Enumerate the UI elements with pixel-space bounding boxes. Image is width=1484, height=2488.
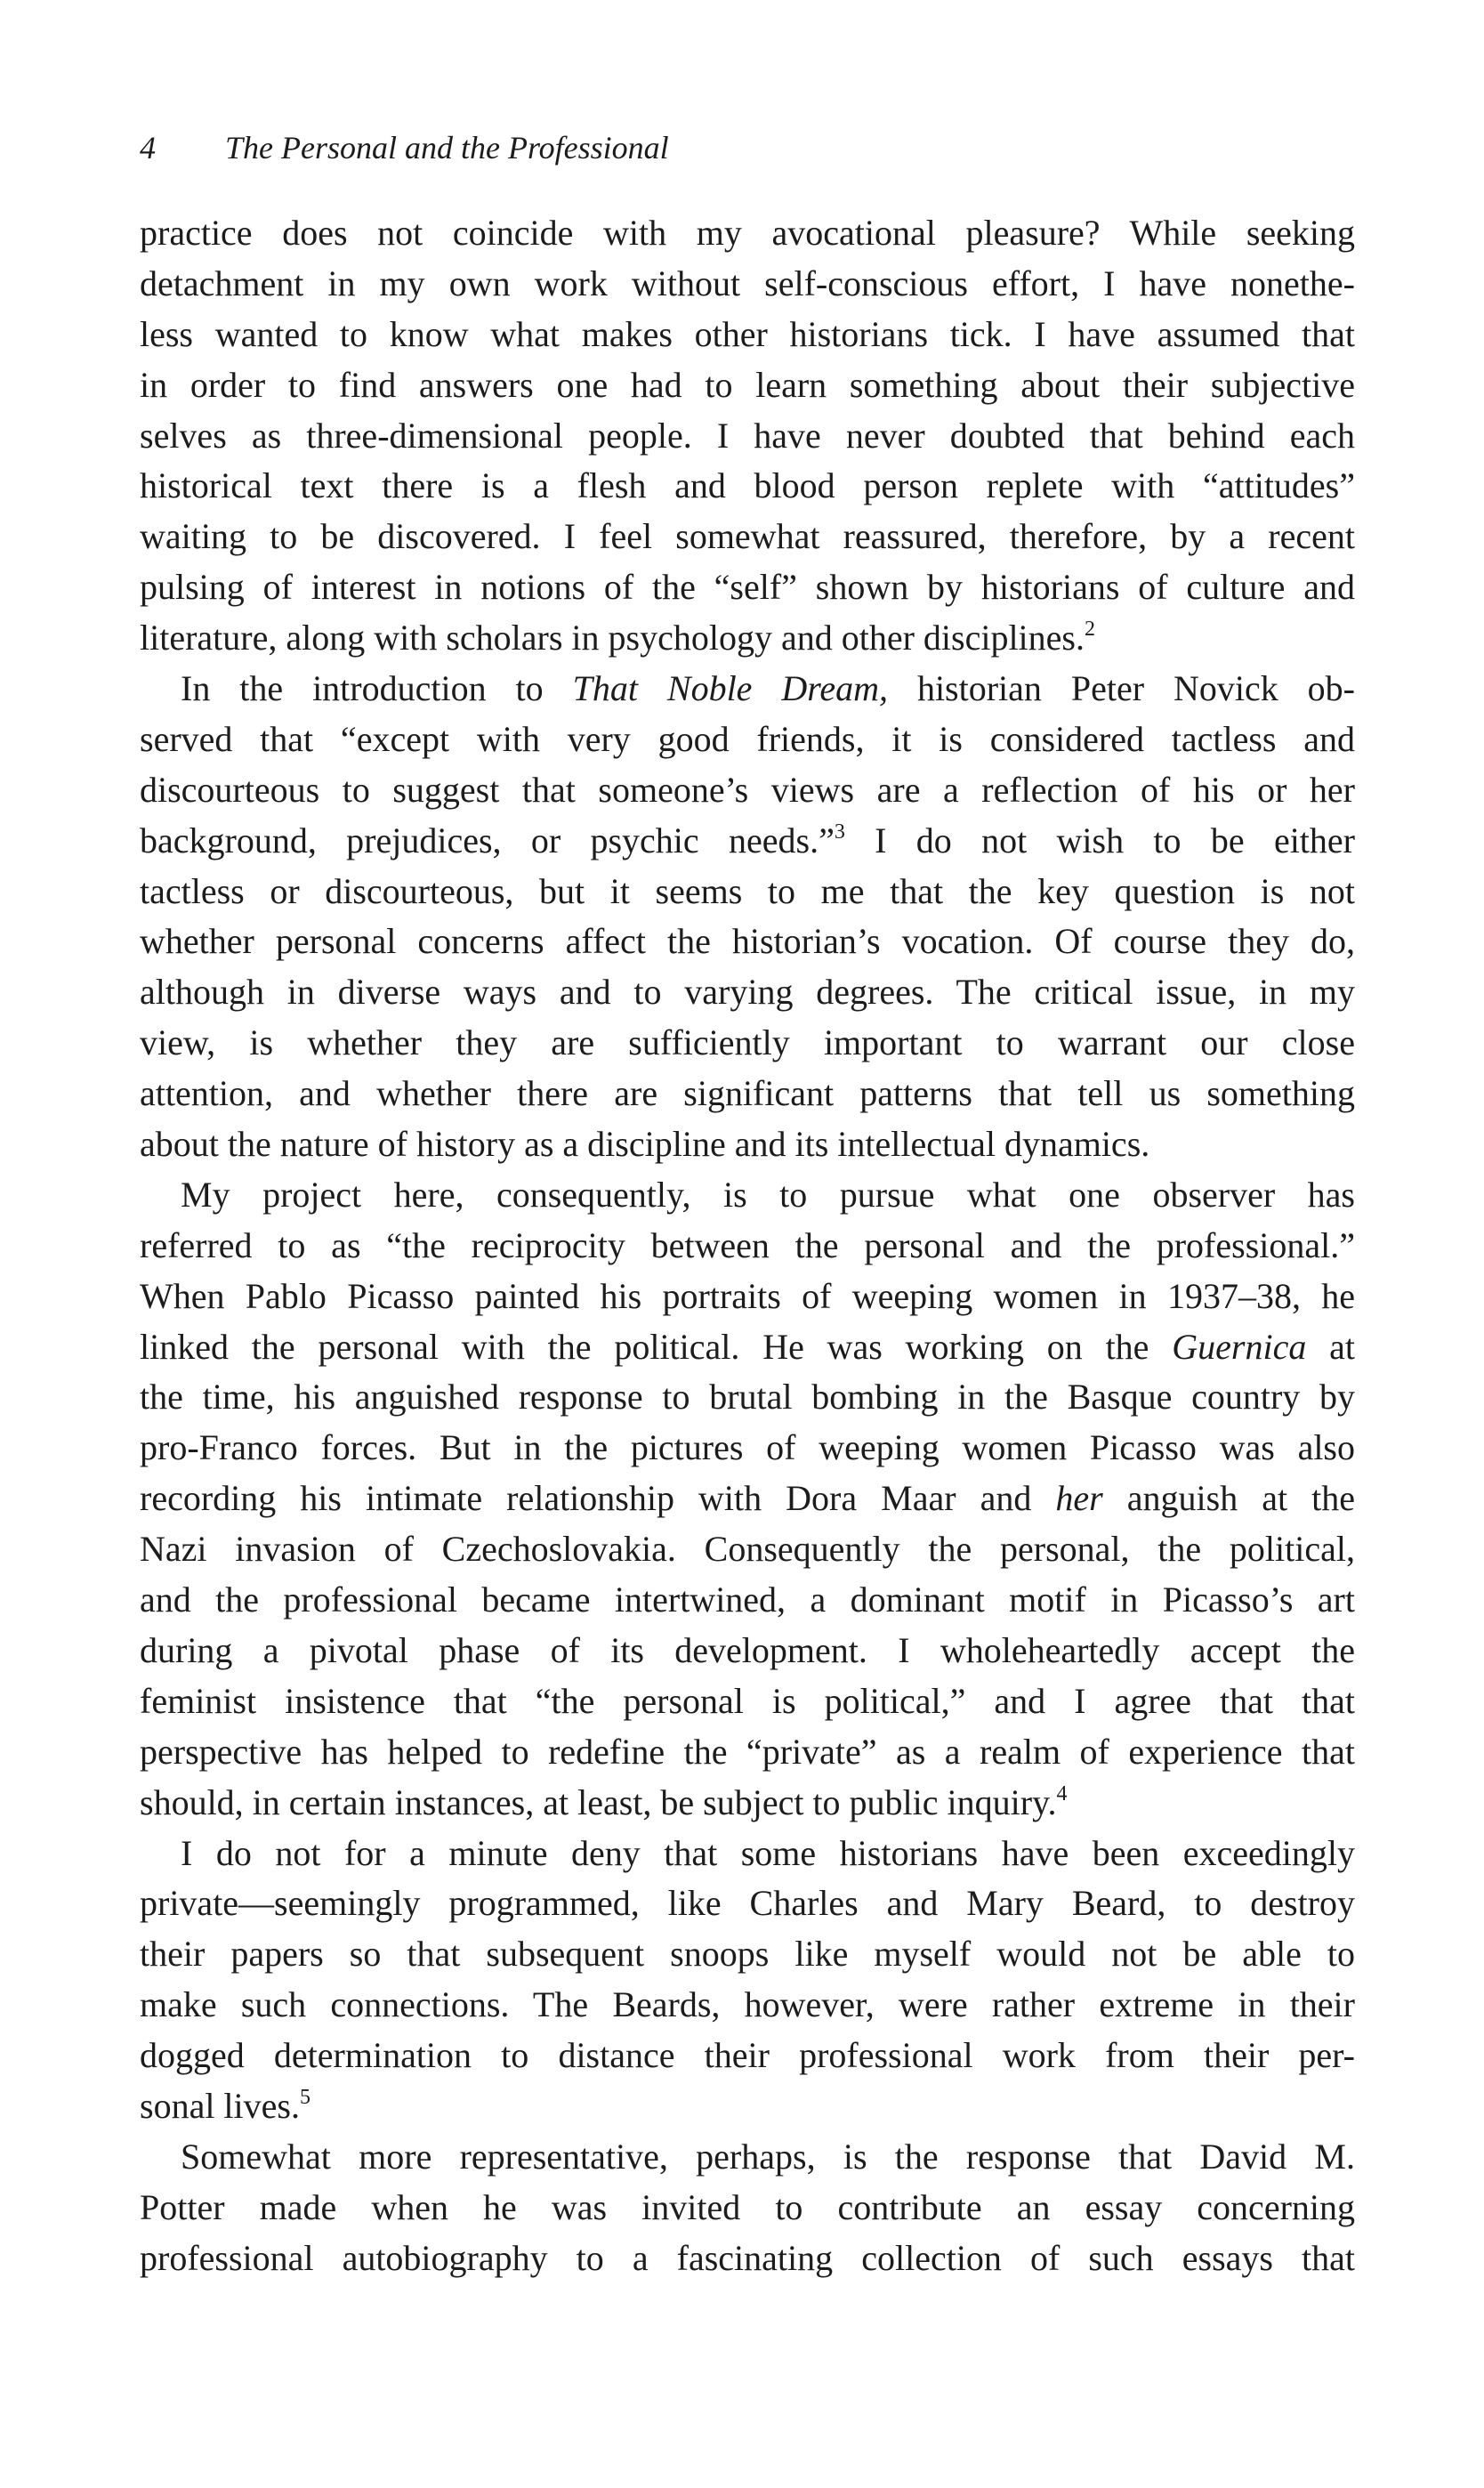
text-line [140, 1423, 1355, 1474]
text-line [140, 461, 1355, 512]
line-text: I do not for a minute deny that some historians have been exceedingly [181, 1832, 1355, 1873]
text-line [140, 1575, 1355, 1626]
line-text: Nazi invasion of Czechoslovakia. Consequently the personal, the political, [140, 1529, 1355, 1570]
line-text: private—seemingly programmed, like Charles and Mary Beard, to destroy [140, 1883, 1355, 1924]
text-line [140, 360, 1355, 411]
line-text: Somewhat more representative, perhaps, is the response that David M. [181, 2136, 1355, 2177]
text-line [140, 1676, 1355, 1727]
text-line [140, 2183, 1355, 2234]
line-text: referred to as “the reciprocity between the personal and the professional.” [140, 1224, 1355, 1265]
line-text: perspective has helped to redefine the “private” as a realm of experience that [140, 1731, 1355, 1772]
line-text: historical text there is a flesh and blood person replete with “attitudes” [140, 465, 1355, 506]
footnote-marker: 2 [1085, 618, 1095, 642]
text-line [140, 562, 1355, 613]
running-title: The Personal and the Professional [225, 130, 669, 166]
text-line [140, 310, 1355, 360]
line-text: attention, and whether there are significant patterns that tell us something [140, 1073, 1355, 1114]
line-text: selves as three-dimensional people. I have never doubted that behind each [140, 415, 1355, 456]
line-text: less wanted to know what makes other historians tick. I have assumed that [140, 313, 1355, 354]
running-head [140, 132, 669, 164]
line-text: in order to find answers one had to learn something about their subjective [140, 364, 1355, 405]
text-line [140, 1727, 1355, 1778]
text-line [140, 2081, 1355, 2132]
paragraph [140, 208, 1355, 664]
text-line [140, 1778, 1355, 1829]
line-text: served that “except with very good friends, it is considered tactless and [140, 718, 1355, 759]
line-text: discourteous to suggest that someone’s views are a reflection of his or her [140, 769, 1355, 810]
line-text: pro-Franco forces. But in the pictures of weeping women Picasso was also [140, 1427, 1355, 1468]
text-line [140, 2234, 1355, 2284]
text-line [140, 1221, 1355, 1272]
line-text-continued: at [1306, 1326, 1355, 1367]
line-text-continued: anguish at the [1102, 1478, 1355, 1519]
text-line [140, 1018, 1355, 1069]
italic-title: That Noble Dream, [572, 668, 888, 709]
line-text: tactless or discourteous, but it seems to me that the key question is not [140, 870, 1355, 911]
line-text-continued: historian Peter Novick ob- [888, 668, 1355, 709]
page-number: 4 [140, 130, 156, 166]
text-line [140, 664, 1355, 715]
text-line [140, 917, 1355, 967]
text-line [140, 967, 1355, 1018]
line-text: pulsing of interest in notions of the “self” shown by historians of culture and [140, 567, 1355, 608]
text-line [140, 1980, 1355, 2031]
text-line [140, 259, 1355, 310]
text-line [140, 1372, 1355, 1423]
line-text: although in diverse ways and to varying degrees. The critical issue, in my [140, 972, 1355, 1013]
text-line [140, 715, 1355, 765]
line-text: literature, along with scholars in psychology and other disciplines. [140, 618, 1085, 658]
line-text: My project here, consequently, is to pursue what one observer has [181, 1174, 1355, 1215]
text-line [140, 867, 1355, 917]
text-line [140, 1829, 1355, 1879]
line-text: professional autobiography to a fascinating collection of such essays that [140, 2237, 1355, 2278]
line-text: should, in certain instances, at least, be subject to public inquiry. [140, 1781, 1057, 1822]
text-line [140, 1119, 1355, 1170]
line-text: detachment in my own work without self-conscious effort, I have nonethe- [140, 263, 1355, 303]
paragraph [140, 2132, 1355, 2284]
footnote-marker: 3 [834, 820, 845, 844]
text-line [140, 2132, 1355, 2183]
text-line [140, 1524, 1355, 1575]
line-text: recording his intimate relationship with Dora Maar and [140, 1478, 1056, 1519]
paragraph [140, 1170, 1355, 1829]
text-line [140, 2031, 1355, 2081]
text-line [140, 1069, 1355, 1119]
text-line [140, 1626, 1355, 1676]
line-text: sonal lives. [140, 2085, 300, 2126]
text-line [140, 1272, 1355, 1322]
text-line [140, 765, 1355, 816]
line-text: When Pablo Picasso painted his portraits of weeping women in 1937–38, he [140, 1275, 1355, 1316]
line-text: their papers so that subsequent snoops like myself would not be able to [140, 1934, 1355, 1975]
line-text: during a pivotal phase of its development. I wholeheartedly accept the [140, 1629, 1355, 1670]
text-line [140, 1322, 1355, 1373]
line-text: dogged determination to distance their professional work from their per- [140, 2035, 1355, 2076]
line-text: and the professional became intertwined, a dominant motif in Picasso’s art [140, 1579, 1355, 1620]
line-text: In the introduction to [181, 668, 573, 709]
line-text: about the nature of history as a discipline and its intellectual dynamics. [140, 1124, 1150, 1165]
text-line [140, 816, 1355, 867]
paragraph [140, 1829, 1355, 2132]
text-line [140, 1474, 1355, 1524]
line-text: Potter made when he was invited to contribute an essay concerning [140, 2186, 1355, 2227]
footnote-marker: 5 [299, 2085, 311, 2109]
line-text: feminist insistence that “the personal is political,” and I agree that that [140, 1680, 1355, 1721]
text-line [140, 1878, 1355, 1929]
paragraph [140, 664, 1355, 1170]
text-line [140, 613, 1355, 664]
text-line [140, 208, 1355, 259]
line-text: view, is whether they are sufficiently important to warrant our close [140, 1022, 1355, 1063]
line-text: waiting to be discovered. I feel somewhat reassured, therefore, by a recent [140, 516, 1355, 557]
line-text: practice does not coincide with my avocational pleasure? While seeking [140, 213, 1355, 253]
text-line [140, 411, 1355, 462]
text-line [140, 1929, 1355, 1980]
body-text [140, 208, 1355, 2284]
line-text: the time, his anguished response to brutal bombing in the Basque country by [140, 1377, 1355, 1418]
text-line [140, 512, 1355, 562]
text-line [140, 1170, 1355, 1221]
line-text: make such connections. The Beards, however, were rather extreme in their [140, 1984, 1355, 2025]
footnote-marker: 4 [1056, 1781, 1068, 1805]
line-text-continued: I do not wish to be either [844, 820, 1355, 860]
line-text: linked the personal with the political. He was working on the [140, 1326, 1173, 1367]
italic-title: Guernica [1172, 1326, 1307, 1367]
italic-title: her [1055, 1478, 1103, 1519]
line-text: whether personal concerns affect the historian’s vocation. Of course they do, [140, 921, 1355, 962]
line-text: background, prejudices, or psychic needs.” [140, 820, 835, 860]
